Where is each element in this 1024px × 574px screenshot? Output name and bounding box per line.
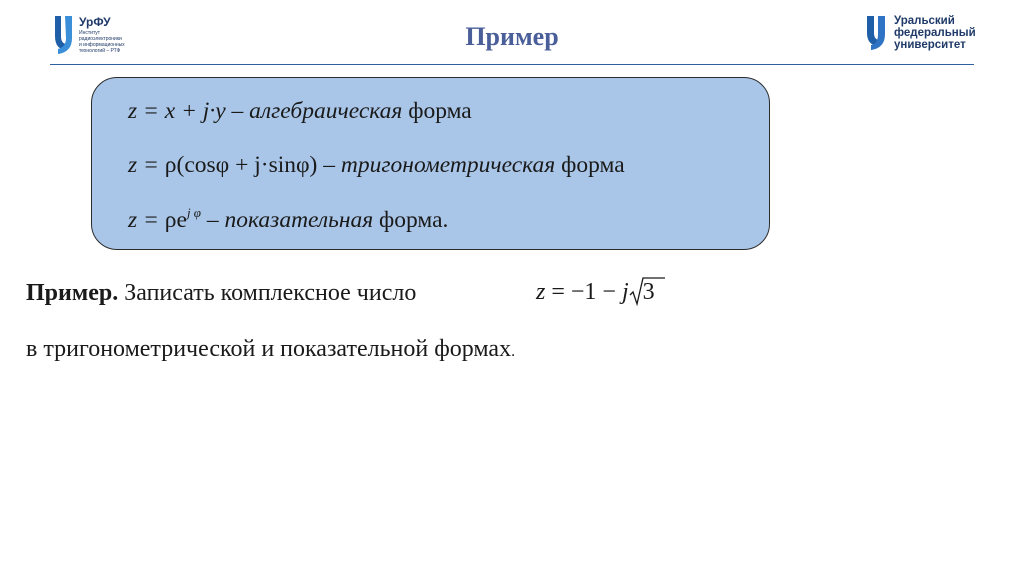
formula-lhs: z = [128,207,165,233]
header-divider [50,64,974,65]
radical-sign-icon [629,275,665,309]
trigonometric-form-line [128,152,625,179]
formula-variable: z [536,279,546,305]
example-text: в тригонометрической и показательной формах [26,336,512,362]
formula-dash: – [317,152,341,178]
example-label: Пример. [26,280,119,306]
formula-dash: – [201,207,225,233]
forms-summary-box [91,77,770,250]
exponential-form-line [128,205,448,234]
logo-subtitle-line: и информационных [79,42,125,48]
page-title: Пример [465,22,559,51]
formula-imaginary-unit: j [621,279,629,305]
form-word: форма [402,98,472,124]
university-logo-icon [866,15,888,51]
formula-middle: = −1 − [545,279,622,305]
example-formula [536,279,655,306]
square-root [629,279,655,306]
university-name-line: Уральский [894,15,955,27]
ural-federal-university-logo [866,15,986,59]
university-name-line: университет [894,39,966,51]
formula-base: ρe [164,207,187,233]
formula-dash: – [225,98,250,124]
formula-expression: x + j·y [164,98,226,124]
logo-subtitle-line: радиоэлектроники [79,36,122,42]
radicand: 3 [642,279,655,305]
university-name [894,15,994,51]
formula-lhs: z = [128,98,165,124]
form-name: алгебраическая [249,98,403,124]
logo-name: УрФУ [79,15,111,29]
form-word: форма. [373,207,449,233]
university-name-line: федеральный [894,27,976,39]
form-name: тригонометрическая [340,152,556,178]
example-continuation [26,336,515,363]
formula-exponent: j φ [186,205,201,220]
logo-subtitle-line: Институт [79,30,101,36]
algebraic-form-line [128,98,472,125]
logo-subtitle-line: технологий – РТФ [79,48,121,54]
formula-lhs: z = [128,152,165,178]
example-period: . [511,343,516,360]
form-word: форма [555,152,625,178]
example-statement [26,280,416,307]
example-text: Записать комплексное число [118,280,417,306]
form-name: показательная [224,207,374,233]
formula-expression: ρ(cosφ + j·sinφ) [164,152,318,178]
